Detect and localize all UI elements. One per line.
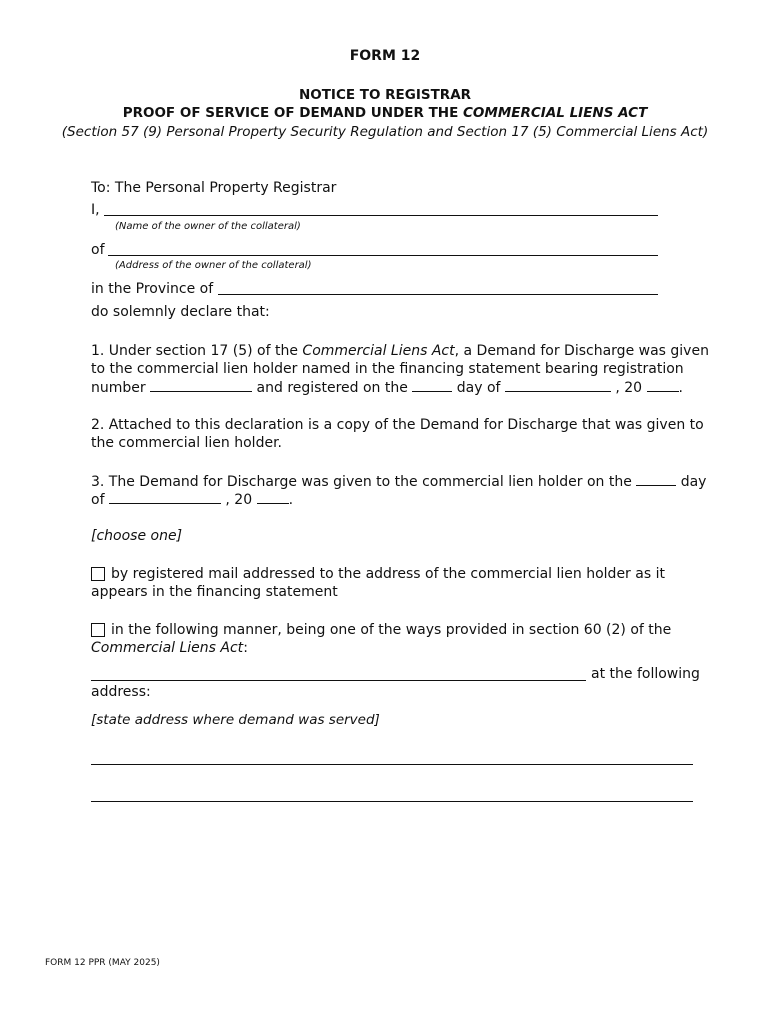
option-1-text: by registered mail addressed to the address of the commercial lien holder as it appears in the financing statement: [91, 566, 665, 600]
p1-period: .: [678, 380, 683, 396]
i-label: I,: [91, 202, 100, 218]
registration-month-field[interactable]: [505, 378, 611, 392]
title-act-name: COMMERCIAL LIENS ACT: [463, 105, 648, 121]
service-year-field[interactable]: [257, 490, 289, 504]
paragraph-3-line-2: [91, 490, 293, 508]
service-day-field[interactable]: [636, 472, 676, 486]
option-2-colon: :: [243, 640, 248, 656]
address-label: address:: [91, 684, 151, 700]
p3-of-label: of: [91, 492, 105, 508]
p3-text: 3. The Demand for Discharge was given to the commercial lien holder on the: [91, 474, 632, 490]
title-prefix: PROOF OF SERVICE OF DEMAND UNDER THE: [122, 105, 464, 121]
choose-one-instruction: [choose one]: [91, 528, 183, 544]
registration-number-field[interactable]: [150, 378, 252, 392]
p3-year-prefix: , 20: [225, 492, 253, 508]
province-field[interactable]: [218, 294, 658, 295]
owner-address-field[interactable]: [108, 255, 658, 256]
title-line-2: [0, 105, 770, 121]
owner-name-field[interactable]: [104, 215, 658, 216]
at-the-following-label: at the following: [591, 666, 700, 682]
p1-day-of-label: day of: [456, 380, 501, 396]
p1-year-prefix: , 20: [615, 380, 643, 396]
option-registered-mail: [91, 565, 711, 601]
registration-year-field[interactable]: [647, 378, 679, 392]
declare-text: do solemnly declare that:: [91, 304, 270, 320]
form-number: FORM 12: [349, 48, 421, 64]
other-manner-checkbox[interactable]: [91, 623, 105, 637]
of-label: of: [91, 242, 105, 258]
subtitle: (Section 57 (9) Personal Property Security Regulation and Section 17 (5) Commercial Liens Act): [61, 124, 709, 140]
state-address-instruction: [state address where demand was served]: [91, 712, 380, 728]
owner-address-caption: (Address of the owner of the collateral): [115, 260, 312, 271]
p1-text-b: , a Demand for Discharge was given to the commercial lien holder named in the financing statement bearing registration: [91, 343, 709, 377]
p1-registered-label: and registered on the: [256, 380, 408, 396]
p3-day-label: day: [680, 474, 707, 490]
paragraph-3-line-1: [91, 472, 706, 490]
p3-period: .: [288, 492, 294, 508]
registered-mail-checkbox[interactable]: [91, 567, 105, 581]
option-2-act-name: Commercial Liens Act: [91, 640, 244, 656]
served-address-line-1[interactable]: [91, 764, 693, 765]
paragraph-1-last-line: [91, 378, 683, 396]
to-line: To: The Personal Property Registrar: [91, 180, 337, 196]
paragraph-2: 2. Attached to this declaration is a copy of the Demand for Discharge that was given to the commercial lien holder.: [91, 417, 704, 451]
title-line-1: NOTICE TO REGISTRAR: [298, 87, 472, 103]
option-other-manner: [91, 621, 711, 657]
p1-number-label: number: [91, 380, 146, 396]
p1-act-name: Commercial Liens Act: [302, 343, 455, 359]
paragraph-1: [91, 342, 721, 378]
p1-text-a: 1. Under section 17 (5) of the: [91, 343, 303, 359]
option-2-text: in the following manner, being one of the ways provided in section 60 (2) of the: [111, 622, 672, 638]
province-label: in the Province of: [91, 281, 214, 297]
served-address-line-2[interactable]: [91, 801, 693, 802]
owner-name-caption: (Name of the owner of the collateral): [115, 221, 301, 232]
manner-field[interactable]: [91, 680, 586, 681]
service-month-field[interactable]: [109, 490, 221, 504]
footer-form-id: FORM 12 PPR (MAY 2025): [45, 958, 160, 968]
registration-day-field[interactable]: [412, 378, 452, 392]
